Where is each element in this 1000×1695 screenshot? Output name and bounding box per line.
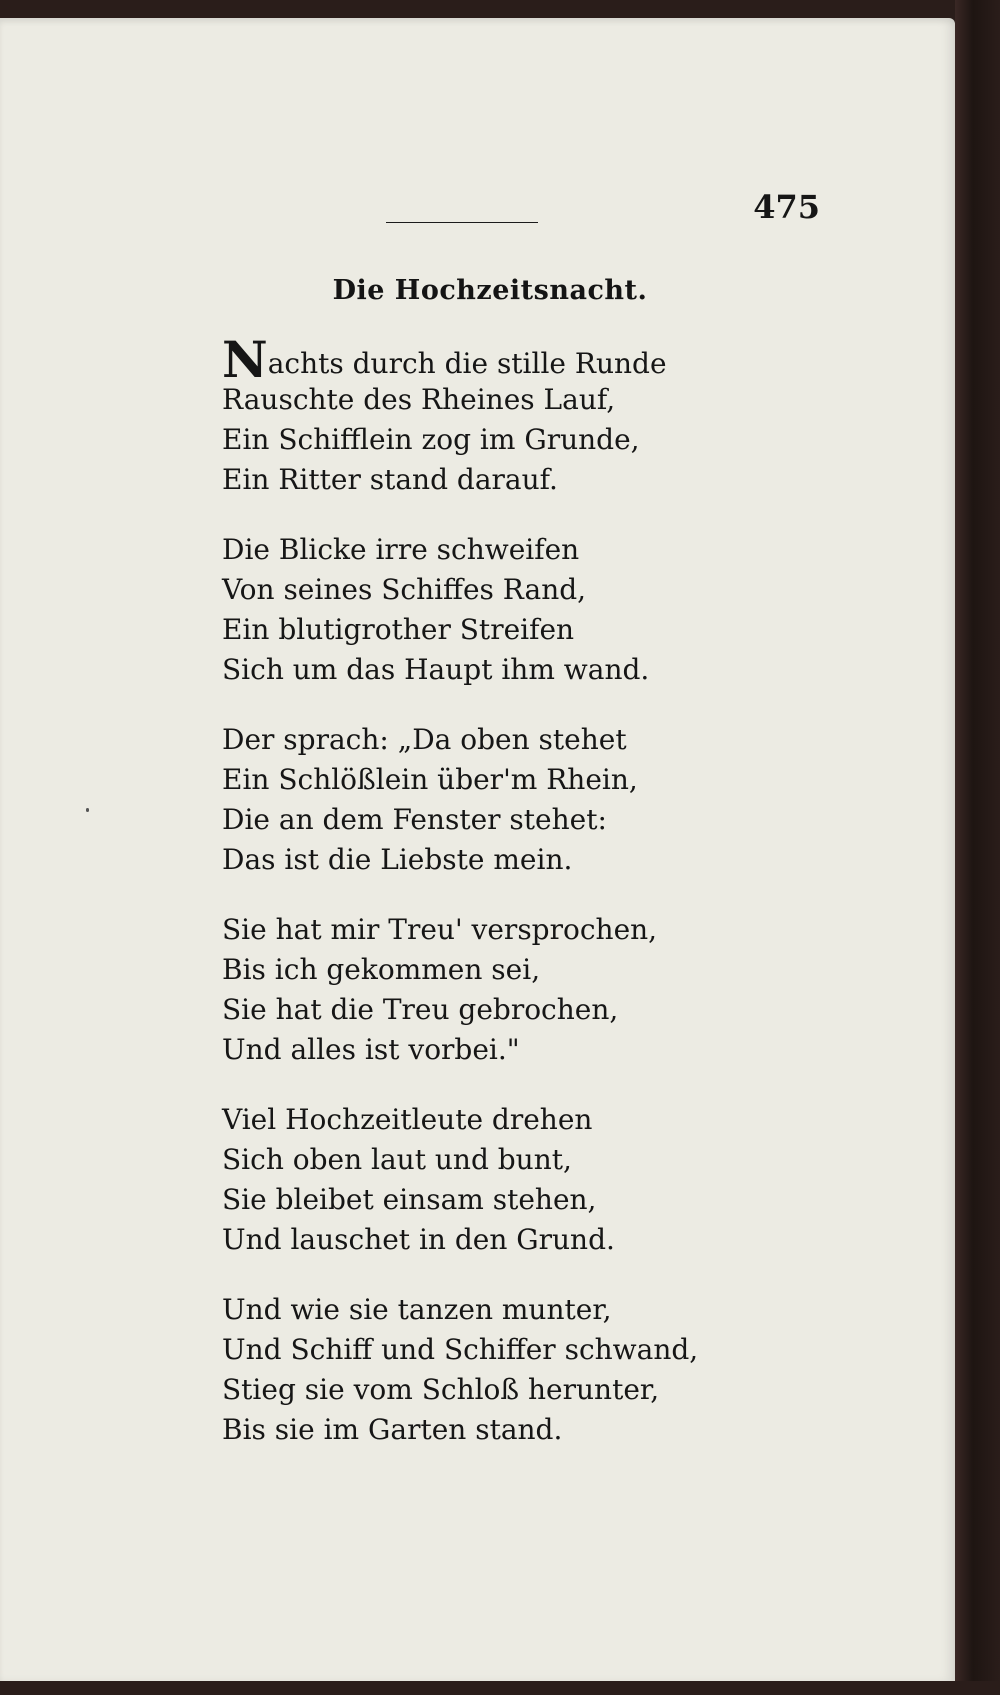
poem-title: Die Hochzeitsnacht.: [332, 275, 648, 306]
verse-line: Bis sie im Garten stand.: [222, 1413, 563, 1446]
verse-line: Und wie sie tanzen munter,: [222, 1293, 612, 1326]
verse-line: Von seines Schiffes Rand,: [222, 573, 587, 606]
book-edge-bottom: [0, 1681, 1000, 1695]
verse-line: Ein blutigrother Streifen: [222, 613, 575, 646]
verse-line: Der sprach: „Da oben stehet: [222, 723, 627, 756]
stanza-6: [222, 1290, 842, 1450]
verse-line: Viel Hochzeitleute drehen: [222, 1103, 593, 1136]
verse-line: Rauschte des Rheines Lauf,: [222, 383, 616, 416]
verse-line: Die Blicke irre schweifen: [222, 533, 580, 566]
verse-line: Ein Ritter stand darauf.: [222, 463, 558, 496]
verse-line: Sie hat mir Treu' versprochen,: [222, 913, 658, 946]
verse-line: Und lauschet in den Grund.: [222, 1223, 615, 1256]
verse-line: Ein Schlößlein über'm Rhein,: [222, 763, 638, 796]
verse-line: Und Schiff und Schiffer schwand,: [222, 1333, 699, 1366]
page-number: 475: [753, 188, 820, 226]
paper-speck: [86, 808, 89, 812]
stanza-4: [222, 910, 842, 1070]
stanza-3: [222, 720, 842, 880]
verse-line: Und alles ist vorbei.": [222, 1033, 520, 1066]
verse-line: Sich oben laut und bunt,: [222, 1143, 572, 1176]
book-edge-right: [955, 0, 1000, 1695]
header-rule: [386, 222, 538, 223]
stanza-5: [222, 1100, 842, 1260]
verse-line: Das ist die Liebste mein.: [222, 843, 573, 876]
stanza-1: [222, 330, 842, 500]
verse-line: Sich um das Haupt ihm wand.: [222, 653, 650, 686]
verse-line: Bis ich gekommen sei,: [222, 953, 541, 986]
verse-line: Ein Schifflein zog im Grunde,: [222, 423, 640, 456]
verse-line: Die an dem Fenster stehet:: [222, 803, 607, 836]
verse-line: Sie bleibet einsam stehen,: [222, 1183, 597, 1216]
poem-body: [222, 330, 842, 1480]
verse-line-text: achts durch die stille Runde: [267, 347, 667, 380]
verse-line: Stieg sie vom Schloß herunter,: [222, 1373, 660, 1406]
verse-line: Sie hat die Treu gebrochen,: [222, 993, 619, 1026]
verse-line: [222, 330, 842, 389]
drop-cap: N: [222, 330, 268, 389]
stanza-2: [222, 530, 842, 690]
